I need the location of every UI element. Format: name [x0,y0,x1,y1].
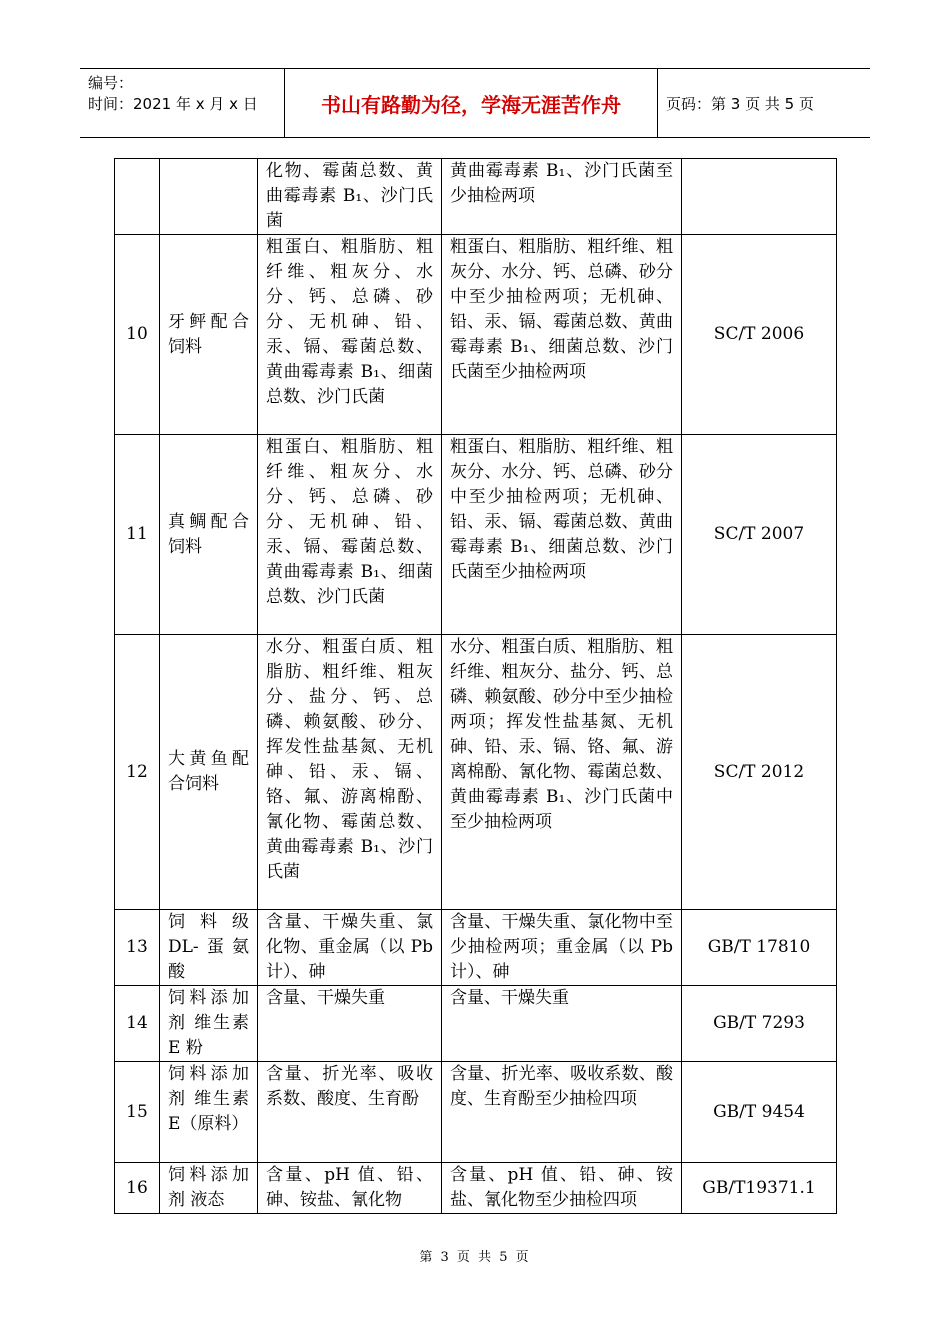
check-items: 含量、pH 值、铅、砷、铵盐、氰化物至少抽检四项 [442,1163,682,1214]
standard-code: GB/T19371.1 [682,1163,837,1214]
standard-code: SC/T 2007 [682,435,837,635]
motto: 书山有路勤为径，学海无涯苦作舟 [284,69,658,137]
standard-code: SC/T 2006 [682,235,837,435]
check-items: 粗蛋白、粗脂肪、粗纤维、粗灰分、水分、钙、总磷、砂分中至少抽检两项；无机砷、铅、汞、镉、霉菌总数、黄曲霉毒素 B₁、细菌总数、沙门氏菌至少抽检两项 [442,235,682,435]
row-number: 14 [115,986,160,1062]
test-items: 含量、折光率、吸收系数、酸度、生育酚 [258,1062,442,1163]
table-row [115,435,837,635]
test-items: 含量、干燥失重、氯化物、重金属（以 Pb 计）、砷 [258,910,442,986]
product-name: 真鲷配合饲料 [160,435,258,635]
product-name: 饲料级 DL-蛋氨酸 [160,910,258,986]
page-footer: 第 3 页 共 5 页 [419,1250,531,1265]
row-number: 16 [115,1163,160,1214]
standards-table [114,158,837,1214]
table-row [115,635,837,910]
page-indicator: 页码：第 3 页 共 5 页 [666,94,814,113]
product-name [160,159,258,235]
test-items: 化物、霉菌总数、黄曲霉毒素 B₁、沙门氏菌 [258,159,442,235]
table-row [115,235,837,435]
check-items: 黄曲霉毒素 B₁、沙门氏菌至少抽检两项 [442,159,682,235]
page-header [80,68,870,138]
test-items: 粗蛋白、粗脂肪、粗纤维、粗灰分、水分、钙、总磷、砂分、无机砷、铅、汞、镉、霉菌总数、黄曲霉毒素 B₁、细菌总数、沙门氏菌 [258,235,442,435]
check-items: 粗蛋白、粗脂肪、粗纤维、粗灰分、水分、钙、总磷、砂分中至少抽检两项；无机砷、铅、汞、镉、霉菌总数、黄曲霉毒素 B₁、细菌总数、沙门氏菌至少抽检两项 [442,435,682,635]
standard-code: GB/T 17810 [682,910,837,986]
row-number: 11 [115,435,160,635]
check-items: 含量、干燥失重、氯化物中至少抽检两项；重金属（以 Pb 计）、砷 [442,910,682,986]
row-number: 10 [115,235,160,435]
row-number [115,159,160,235]
test-items: 含量、pH 值、铅、砷、铵盐、氰化物 [258,1163,442,1214]
standard-code: GB/T 7293 [682,986,837,1062]
doc-number-label: 编号： [88,74,134,92]
header-left [80,69,284,137]
table-row [115,159,837,235]
table-row [115,1062,837,1163]
table-row [115,1163,837,1214]
row-number: 13 [115,910,160,986]
standard-code [682,159,837,235]
check-items: 含量、折光率、吸收系数、酸度、生育酚至少抽检四项 [442,1062,682,1163]
product-name: 饲料添加剂 维生素 E（原料） [160,1062,258,1163]
table-row [115,910,837,986]
product-name: 大黄鱼配合饲料 [160,635,258,910]
row-number: 15 [115,1062,160,1163]
product-name: 牙鲆配合饲料 [160,235,258,435]
product-name: 饲料添加剂 维生素 E 粉 [160,986,258,1062]
test-items: 粗蛋白、粗脂肪、粗纤维、粗灰分、水分、钙、总磷、砂分、无机砷、铅、汞、镉、霉菌总数、黄曲霉毒素 B₁、细菌总数、沙门氏菌 [258,435,442,635]
check-items: 水分、粗蛋白质、粗脂肪、粗纤维、粗灰分、盐分、钙、总磷、赖氨酸、砂分中至少抽检两项；挥发性盐基氮、无机砷、铅、汞、镉、铬、氟、游离棉酚、氰化物、霉菌总数、黄曲霉毒素 B₁、沙门氏菌中至少抽检两项 [442,635,682,910]
table-row [115,986,837,1062]
check-items: 含量、干燥失重 [442,986,682,1062]
product-name: 饲料添加剂 液态 [160,1163,258,1214]
standard-code: GB/T 9454 [682,1062,837,1163]
date-text: 时间：2021 年 x 月 x 日 [88,95,258,113]
row-number: 12 [115,635,160,910]
standard-code: SC/T 2012 [682,635,837,910]
test-items: 含量、干燥失重 [258,986,442,1062]
test-items: 水分、粗蛋白质、粗脂肪、粗纤维、粗灰分、盐分、钙、总磷、赖氨酸、砂分、挥发性盐基氮、无机砷、铅、汞、镉、铬、氟、游离棉酚、氰化物、霉菌总数、黄曲霉毒素 B₁、沙门氏菌 [258,635,442,910]
